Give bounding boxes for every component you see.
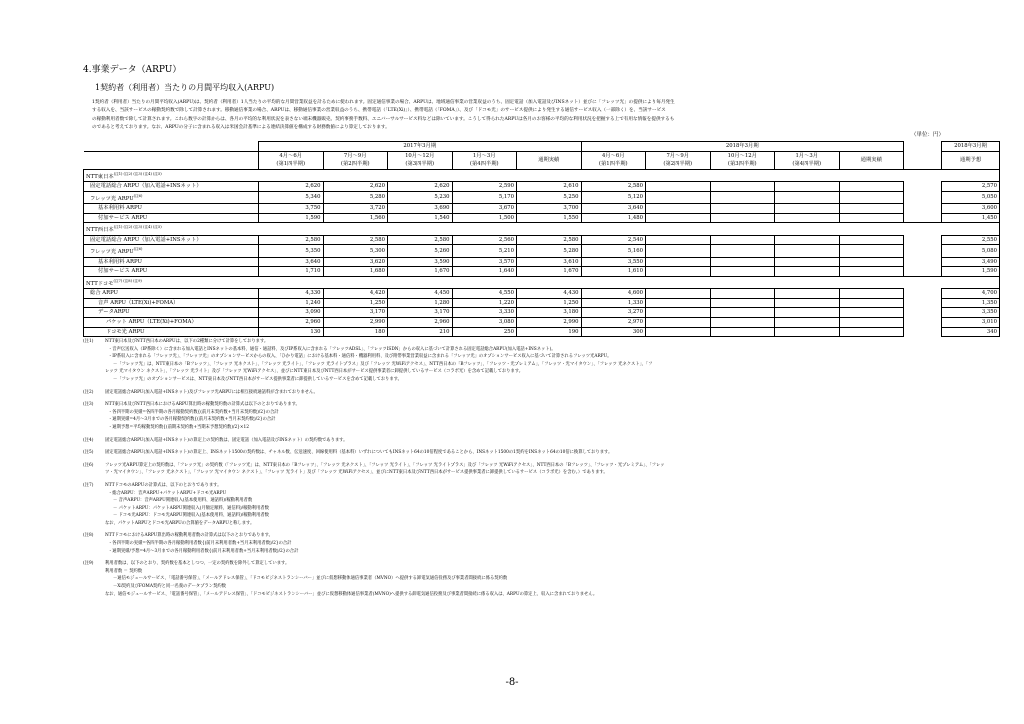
forecast-value: 340 xyxy=(942,327,1000,337)
fy2017-value: 4,420 xyxy=(323,289,388,299)
fy2018-value xyxy=(839,289,904,299)
fy2017-value: 2,960 xyxy=(388,317,453,327)
fy2017-value: 3,620 xyxy=(323,257,388,267)
fy2017-value: 2,990 xyxy=(323,317,388,327)
intro-paragraph xyxy=(92,99,947,132)
fy2017-value: 1,240 xyxy=(259,298,324,308)
note-key: (注1) xyxy=(83,339,94,344)
fy2018-value xyxy=(775,245,840,257)
note-line: ・各四半期の実績=各四半期の各月稼動利用者数{(前月末利用者数+当月末利用者数)/2}の合計 xyxy=(108,541,292,547)
note-item xyxy=(83,389,943,397)
fy2018-value xyxy=(646,191,711,203)
row-label-cell xyxy=(84,298,259,308)
fy2018-period-header: 10月～12月 (第3四半期) xyxy=(710,151,775,169)
fy2018-value: 1,330 xyxy=(581,298,646,308)
note-line: ・各四半期の実績=各四半期の各月稼動契約数{(前月末契約数+当月末契約数)/2}の合計 xyxy=(108,409,279,415)
company-name: NTT東日本 xyxy=(86,173,114,180)
row-label-cell xyxy=(84,191,259,203)
fy2018-value xyxy=(839,213,904,223)
fy2018-value xyxy=(839,235,904,245)
fy2017-value: 5,340 xyxy=(259,191,324,203)
fy2018-value xyxy=(710,308,775,318)
fy2017-value: 5,280 xyxy=(323,191,388,203)
fy2018-value xyxy=(775,267,840,277)
fy2017-value: 190 xyxy=(517,327,582,337)
fy2018-value xyxy=(775,257,840,267)
note-line: フレッツ光ARPU算定上の契約数は、「フレッツ光」の契約数（「フレッツ光」は、NTT東日本の「Bフレッツ」、「フレッツ 光ネクスト」、「フレッツ 光ライト」、「フレッツ 光ライトプラス」及び「フレッツ 光WiFiアクセス」、NTT西日本の「Bフレッツ」、「フレッツ・光プレミアム」、「フレッ xyxy=(105,462,665,468)
note-line: ・通期実績=4月～3月までの各月稼動契約数{(前月末契約数+当月末契約数)/2}の合計 xyxy=(108,417,276,423)
subsection-title: 1契約者（利用者）当たりの月間平均収入(ARPU) xyxy=(95,83,275,92)
note-body xyxy=(105,338,943,384)
note-key: (注7) xyxy=(83,482,94,488)
fy2017-value: 3,670 xyxy=(452,204,517,214)
fy2017-value: 4,430 xyxy=(517,289,582,299)
row-label-cell xyxy=(84,289,259,299)
note-body xyxy=(105,401,943,431)
fy2017-value: 210 xyxy=(388,327,453,337)
table-row xyxy=(84,204,1000,214)
note-key: (注8) xyxy=(83,533,94,539)
note-line: － パケットARPU：パケットARPU関連収入(月額定額料、通信料)/稼動利用者数 xyxy=(113,505,269,511)
note-line: なお、通信モジュールサービス、「電話番号保管」、「メールアドレス保管」、「ドコモビジネストランシーバー」並びに仮想移動体通信事業者(MVNO)へ提供する卸電気通信役務及び事業者間接続に係る収入は、ARPUの算定上、収入に含まれておりません。 xyxy=(105,591,598,597)
forecast-value: 2,550 xyxy=(942,235,1000,245)
fy2017-value: 3,170 xyxy=(388,308,453,318)
row-label-cell xyxy=(84,204,259,214)
row-label: 音声 ARPU（LTE(Xi)+FOMA） xyxy=(98,299,179,306)
fy2018-value xyxy=(839,245,904,257)
note-line: なお、パケットARPUとドコモ光ARPUの合算値をデータARPUと称します。 xyxy=(105,520,255,526)
fy2017-value: 4,450 xyxy=(388,289,453,299)
fy2017-value: 1,550 xyxy=(517,213,582,223)
fy2017-value: 1,680 xyxy=(323,267,388,277)
fy2018-value xyxy=(646,267,711,277)
company-row xyxy=(84,276,1000,288)
note-item xyxy=(83,560,943,598)
page-number: -8- xyxy=(505,677,519,688)
fy2017-value: 2,610 xyxy=(517,182,582,192)
row-label: 基本利用料 ARPU xyxy=(98,205,142,212)
table-row xyxy=(84,308,1000,318)
fy2017-value: 2,620 xyxy=(259,182,324,192)
fy2018-value xyxy=(839,298,904,308)
fy2018-value xyxy=(775,213,840,223)
note-body xyxy=(105,389,943,397)
company-row xyxy=(84,223,1000,235)
row-label: データARPU xyxy=(98,309,130,316)
fy2017-value: 3,080 xyxy=(452,317,517,327)
fy2017-value: 2,590 xyxy=(452,182,517,192)
table-row xyxy=(84,245,1000,257)
arpu-table xyxy=(83,141,1000,337)
fy2018-value xyxy=(710,191,775,203)
fy2018-value: 5,160 xyxy=(581,245,646,257)
section-title: 4.事業データ（ARPU） xyxy=(83,65,182,75)
row-label-cell xyxy=(84,327,259,337)
note-line: 固定電話総合ARPU(加入電話+INSネット)の算定上、INSネット1500の契約数は、チャネル数、伝送速度、回線使用料（基本料）いずれについてもINSネット64の10倍程度であることから、INSネット1500の1契約をINSネット64の10倍に換算しております。 xyxy=(105,450,613,456)
note-line: 固定電話総合ARPU(加入電話+INSネット)の算定上の契約数は、固定電話（加入電話及びINSネット）の契約数であります。 xyxy=(105,437,348,443)
fy2017-value: 1,540 xyxy=(388,213,453,223)
fy2018-value: 300 xyxy=(581,327,646,337)
note-line: ・IP系収入に含まれる「フレッツ光」、「フレッツ光」のオプションサービスからの収入、「ひかり電話」における基本料・通信料・機器利用料、及び附帯事業営業収益に含まれる「フレッツ光」のオプションサービス収入に基づいて計算されるフレッツ光ARPU。 xyxy=(108,354,612,360)
fy2018-value xyxy=(710,257,775,267)
fy2017-value: 3,170 xyxy=(323,308,388,318)
fy2018-period-header: 4月～6月 (第1四半期) xyxy=(581,151,646,169)
note-marks: (注7) (注8) (注9) xyxy=(113,278,142,283)
fy2017-value: 5,350 xyxy=(259,245,324,257)
fy2017-header: 2017年3月期 xyxy=(259,142,582,152)
table-row xyxy=(84,182,1000,192)
fy2017-value: 2,620 xyxy=(388,182,453,192)
fy2018-forecast-group-header: 2018年3月期 xyxy=(942,142,1000,152)
note-item xyxy=(83,401,943,431)
fy2018-header: 2018年3月期 xyxy=(581,142,904,152)
note-line: －通信モジュールサービス、「電話番号保管」、「メールアドレス保管」、「ドコモビジネストランシーバー」並びに仮想移動体通信事業者（MVNO）へ提供する卸電気通信役務及び事業者間接続に係る契約数 xyxy=(113,576,508,582)
fy2017-value: 2,960 xyxy=(259,317,324,327)
row-note-mark: (注6) xyxy=(133,247,143,252)
fy2017-value: 2,580 xyxy=(323,235,388,245)
note-line: 利用者数は、以下のとおり、契約数を基本としつつ、一定の契約数を除外して算定しています。 xyxy=(105,561,290,567)
fy2017-value: 250 xyxy=(452,327,517,337)
row-label-cell xyxy=(84,182,259,192)
notes xyxy=(83,338,943,603)
fy2018-value xyxy=(710,327,775,337)
company-name: NTTドコモ xyxy=(86,280,114,287)
fy2018-value xyxy=(646,327,711,337)
fy2018-value xyxy=(710,267,775,277)
fy2017-value: 130 xyxy=(259,327,324,337)
fy2018-value: 2,970 xyxy=(581,317,646,327)
fy2018-value xyxy=(775,204,840,214)
table-row xyxy=(84,235,1000,245)
note-line: －Xi契約及びFOMA契約と同一名義のデータプラン契約数 xyxy=(113,584,226,590)
table-row xyxy=(84,257,1000,267)
fy2017-value: 1,560 xyxy=(323,213,388,223)
fy2018-value xyxy=(839,308,904,318)
note-body xyxy=(105,560,943,598)
forecast-value: 5,080 xyxy=(942,245,1000,257)
forecast-value: 3,490 xyxy=(942,257,1000,267)
note-key: (注5) xyxy=(83,450,94,456)
fy2018-value xyxy=(710,317,775,327)
company-name-cell xyxy=(84,169,1000,181)
unit-label: （単位：円） xyxy=(910,132,944,138)
fy2017-value: 3,700 xyxy=(517,204,582,214)
fy2017-value: 3,690 xyxy=(388,204,453,214)
company-name: NTT西日本 xyxy=(86,227,114,234)
table-row xyxy=(84,267,1000,277)
note-line: ・通期実績/予想=4月～3月までの各月稼動利用者数{(前月末利用者数+当月末利用者数)/2}の合計 xyxy=(108,548,299,554)
row-label-cell xyxy=(84,267,259,277)
fy2018-value xyxy=(646,317,711,327)
note-line: レッツ 光マイタウン ネクスト」、「フレッツ 光ライト」及び「フレッツ 光WiFiアクセス」、並びにNTT東日本及びNTT西日本がサービス提供事業者に卸提供しているサービス（コラボ光）を含めて記載しております。 xyxy=(105,369,524,375)
forecast-value: 1,590 xyxy=(942,267,1000,277)
row-label-cell xyxy=(84,213,259,223)
fy2018-value xyxy=(839,317,904,327)
fy2017-period-header: 7月～9月 (第2四半期) xyxy=(323,151,388,169)
fy2018-value: 1,480 xyxy=(581,213,646,223)
row-label: 付加サービス ARPU xyxy=(98,214,148,221)
fy2017-value: 1,280 xyxy=(388,298,453,308)
fy2017-value: 1,250 xyxy=(323,298,388,308)
fy2017-value: 3,570 xyxy=(452,257,517,267)
row-label: 固定電話総合 ARPU（加入電話+INSネット） xyxy=(90,236,202,243)
fy2017-period-header: 10月～12月 (第3四半期) xyxy=(388,151,453,169)
note-marks: (注1) (注2) (注3) (注4) (注5) xyxy=(113,171,162,176)
fy2018-value: 3,270 xyxy=(581,308,646,318)
table-row xyxy=(84,289,1000,299)
fy2017-value: 5,250 xyxy=(517,191,582,203)
fy2017-value: 180 xyxy=(323,327,388,337)
forecast-value: 5,050 xyxy=(942,191,1000,203)
row-label: フレッツ光 ARPU xyxy=(90,249,134,255)
note-key: (注6) xyxy=(83,462,94,468)
note-item xyxy=(83,338,943,384)
note-item xyxy=(83,437,943,445)
fy2018-value xyxy=(646,308,711,318)
fy2018-value xyxy=(839,327,904,337)
note-body xyxy=(105,482,943,528)
row-label-cell xyxy=(84,235,259,245)
row-label: パケット ARPU（LTE(Xi)+FOMA） xyxy=(106,318,197,325)
company-name-cell xyxy=(84,276,1000,288)
note-line: 利用者数 ＝ 契約数 xyxy=(105,568,143,574)
forecast-value: 3,350 xyxy=(942,308,1000,318)
fy2017-value: 1,500 xyxy=(452,213,517,223)
fy2018-value: 2,580 xyxy=(581,182,646,192)
fy2018-value: 4,600 xyxy=(581,289,646,299)
fy2018-value xyxy=(646,257,711,267)
fy2018-value xyxy=(775,308,840,318)
note-line: ・音声伝送収入（IP系除く）に含まれる加入電話とINSネットの基本料、通信・通話料、及びIP系収入に含まれる「フレッツADSL」、「フレッツISDN」からの収入に基づいて計算される固定電話総合ARPU(加入電話+INSネット)。 xyxy=(108,346,556,352)
fy2018-value xyxy=(775,191,840,203)
table-row xyxy=(84,191,1000,203)
row-label: 基本利用料 ARPU xyxy=(98,258,142,265)
fy2018-value xyxy=(646,298,711,308)
fy2018-period-header: 7月～9月 (第2四半期) xyxy=(646,151,711,169)
fy2017-value: 1,670 xyxy=(517,267,582,277)
fy2017-value: 2,580 xyxy=(517,235,582,245)
fy2018-value: 2,540 xyxy=(581,235,646,245)
forecast-value: 4,700 xyxy=(942,289,1000,299)
fy2018-value xyxy=(646,235,711,245)
fy2017-value: 3,330 xyxy=(452,308,517,318)
fy2018-value xyxy=(646,245,711,257)
fy2017-value: 5,300 xyxy=(323,245,388,257)
fy2017-value: 2,560 xyxy=(452,235,517,245)
fy2018-value xyxy=(775,235,840,245)
forecast-header: 通期予想 xyxy=(942,151,1000,169)
fy2018-value: 5,120 xyxy=(581,191,646,203)
fy2017-value: 1,670 xyxy=(388,267,453,277)
fy2018-value xyxy=(710,235,775,245)
row-note-mark: (注6) xyxy=(133,193,143,198)
note-body xyxy=(105,437,943,445)
note-line: NTT東日本及びNTT西日本におけるARPU算出時の稼動契約数の計算式は以下のとおりであります。 xyxy=(105,402,300,408)
note-key: (注4) xyxy=(83,437,94,443)
table-row xyxy=(84,317,1000,327)
fy2018-value xyxy=(839,257,904,267)
note-item xyxy=(83,462,943,477)
fy2017-value: 5,280 xyxy=(517,245,582,257)
note-body xyxy=(105,462,943,477)
note-line: －「フレッツ光」のオプションサービスは、NTT東日本及びNTT西日本がサービス提供事業者に卸提供しているサービスを含めて記載しております。 xyxy=(113,376,402,382)
fy2017-value: 5,260 xyxy=(388,245,453,257)
forecast-value: 1,450 xyxy=(942,213,1000,223)
fy2018-value xyxy=(710,245,775,257)
note-key: (注3) xyxy=(83,402,94,408)
note-line: NTTドコモのARPUの計算式は、以下のとおりであります。 xyxy=(105,482,222,488)
fy2017-value: 2,990 xyxy=(517,317,582,327)
intro-line: 1契約者（利用者）当たりの月間平均収入(ARPU)は、契約者（利用者）1人当たりの平均的な月間営業収益を計るために使われます。固定通信事業の場合、ARPUは、地域通信事業の営業収益のうち、固定電話（加入電話及びINSネット）並びに「フレッツ光」の提供により毎月発生 xyxy=(92,100,675,105)
fy2017-value: 4,330 xyxy=(259,289,324,299)
fy2017-period-header: 4月～6月 (第1四半期) xyxy=(259,151,324,169)
note-body xyxy=(105,449,943,457)
fy2017-value: 1,250 xyxy=(517,298,582,308)
fy2018-value xyxy=(710,213,775,223)
fy2018-value xyxy=(839,191,904,203)
fy2018-value xyxy=(646,182,711,192)
fy2017-value: 1,220 xyxy=(452,298,517,308)
fy2017-value: 3,750 xyxy=(259,204,324,214)
forecast-value: 3,010 xyxy=(942,317,1000,327)
fy2018-period-header: 通期実績 xyxy=(839,151,904,169)
note-key: (注2) xyxy=(83,389,94,395)
fy2018-value xyxy=(710,289,775,299)
note-line: NTT東日本及びNTT西日本のARPUは、以下の2種類に分けて計算をしております。 xyxy=(105,339,269,344)
fy2018-value xyxy=(646,204,711,214)
fy2018-value: 3,550 xyxy=(581,257,646,267)
row-label: 固定電話総合 ARPU（加入電話+INSネット） xyxy=(90,183,202,190)
fy2017-value: 3,590 xyxy=(388,257,453,267)
fy2017-value: 3,640 xyxy=(259,257,324,267)
note-marks: (注1) (注2) (注3) (注4) (注5) xyxy=(113,225,162,230)
fy2017-value: 4,550 xyxy=(452,289,517,299)
forecast-value: 1,350 xyxy=(942,298,1000,308)
fy2018-value xyxy=(775,298,840,308)
note-line: － ドコモ光ARPU：ドコモ光ARPU関連収入(基本使用料、通話料)/稼動利用者数 xyxy=(113,513,269,519)
fy2017-value: 5,210 xyxy=(452,245,517,257)
fy2018-value xyxy=(775,317,840,327)
note-key: (注9) xyxy=(83,561,94,567)
fy2018-value xyxy=(646,213,711,223)
note-line: 固定電話総合ARPU(加入電話+INSネット)及びフレッツ光ARPUには相互接続通話料が含まれておりません。 xyxy=(105,389,318,395)
fy2017-value: 1,640 xyxy=(452,267,517,277)
fy2017-value: 1,710 xyxy=(259,267,324,277)
fy2017-value: 3,610 xyxy=(517,257,582,267)
table-row xyxy=(84,213,1000,223)
note-line: NTTドコモにおけるARPU算出時の稼動利用者数の計算式は以下のとおりであります。 xyxy=(105,533,273,539)
row-label-cell xyxy=(84,245,259,257)
row-label: 付加サービス ARPU xyxy=(98,268,148,275)
company-name-cell xyxy=(84,223,1000,235)
note-line: － 音声ARPU：音声ARPU関連収入(基本使用料、通話料)/稼動利用者数 xyxy=(113,498,253,504)
row-label: ドコモ光 ARPU xyxy=(106,328,145,335)
intro-line: の稼動利用者数で除して計算されます。これら数字の計算からは、各月の平均的な利用状況を表さない端末機器販売、契約事務手数料、ユニバーサルサービス料などは除いています。こうして得られたARPUは各月のお客様の平均的な利用状況を把握する上で有用な情報を提供するも xyxy=(92,116,675,122)
fy2017-value: 5,230 xyxy=(388,191,453,203)
fy2017-value: 5,170 xyxy=(452,191,517,203)
row-label: 総合 ARPU xyxy=(90,290,119,297)
fy2018-value: 3,640 xyxy=(581,204,646,214)
fy2018-value xyxy=(839,204,904,214)
fy2018-value: 1,610 xyxy=(581,267,646,277)
fy2017-value: 3,180 xyxy=(517,308,582,318)
fy2018-value xyxy=(710,298,775,308)
fy2017-period-header: 1月～3月 (第4四半期) xyxy=(452,151,517,169)
forecast-value: 3,600 xyxy=(942,204,1000,214)
note-item xyxy=(83,482,943,528)
fy2017-value: 3,090 xyxy=(259,308,324,318)
intro-line: のであると考えております。なお、ARPUの分子に含まれる収入は米国会計基準による連結決算値を構成する財務数値により算定しております。 xyxy=(92,124,390,130)
fy2018-value xyxy=(775,182,840,192)
row-label-cell xyxy=(84,317,259,327)
note-line: ・総合ARPU：音声ARPU+パケットARPU+ドコモ光ARPU xyxy=(108,490,227,496)
fy2017-value: 2,580 xyxy=(259,235,324,245)
fy2017-period-header: 通期実績 xyxy=(517,151,582,169)
company-row xyxy=(84,169,1000,181)
fy2018-value xyxy=(710,204,775,214)
table-row xyxy=(84,298,1000,308)
note-body xyxy=(105,532,943,555)
forecast-value: 2,570 xyxy=(942,182,1000,192)
note-item xyxy=(83,449,943,457)
fy2018-value xyxy=(775,327,840,337)
fy2017-value: 1,590 xyxy=(259,213,324,223)
note-line: －「フレッツ光」は、NTT東日本の「Bフレッツ」、「フレッツ 光ネクスト」、「フレッツ 光ライト」、「フレッツ 光ライトプラス」及び「フレッツ 光WiFiアクセス」、NTT西日本の「Bフレッツ」、「フレッツ・光プレミアム」、「フレッツ・光マイタウン」、「フレッツ 光ネクスト」、「フ xyxy=(113,361,653,367)
note-line: ・通期予想=平均稼動契約数{(前期末契約数+当期末予想契約数)/2}×12 xyxy=(108,424,249,430)
intro-line: する収入を、当該サービスの稼動契約数で除して計算されます。移動通信事業の場合、ARPUは、移動通信事業の営業収益のうち、携帯電話（「LTE(Xi)」）、携帯電話（「FOMA」）、及び「ドコモ光」のサービス提供により発生する通信サービス収入（一部除く）を、当該サービス xyxy=(92,108,666,114)
fy2018-value xyxy=(839,182,904,192)
note-line: ツ・光マイタウン」、「フレッツ 光ネクスト」、「フレッツ 光マイタウン ネクスト」、「フレッツ 光ライト」及び「フレッツ 光WiFiアクセス」、並びにNTT東日本及びNTT西日本がサービス提供事業者に卸提供しているサービス（コラボ光）を含む。）であります。 xyxy=(105,470,608,476)
fy2018-value xyxy=(839,267,904,277)
fy2017-value: 3,720 xyxy=(323,204,388,214)
fy2018-value xyxy=(710,182,775,192)
row-label-cell xyxy=(84,257,259,267)
fy2018-period-header: 1月～3月 (第4四半期) xyxy=(775,151,840,169)
row-label: フレッツ光 ARPU xyxy=(90,195,134,202)
fy2018-value xyxy=(775,289,840,299)
fy2017-value: 2,580 xyxy=(388,235,453,245)
fy2017-value: 2,620 xyxy=(323,182,388,192)
fy2018-value xyxy=(646,289,711,299)
table-row xyxy=(84,327,1000,337)
row-label-cell xyxy=(84,308,259,318)
note-item xyxy=(83,532,943,555)
